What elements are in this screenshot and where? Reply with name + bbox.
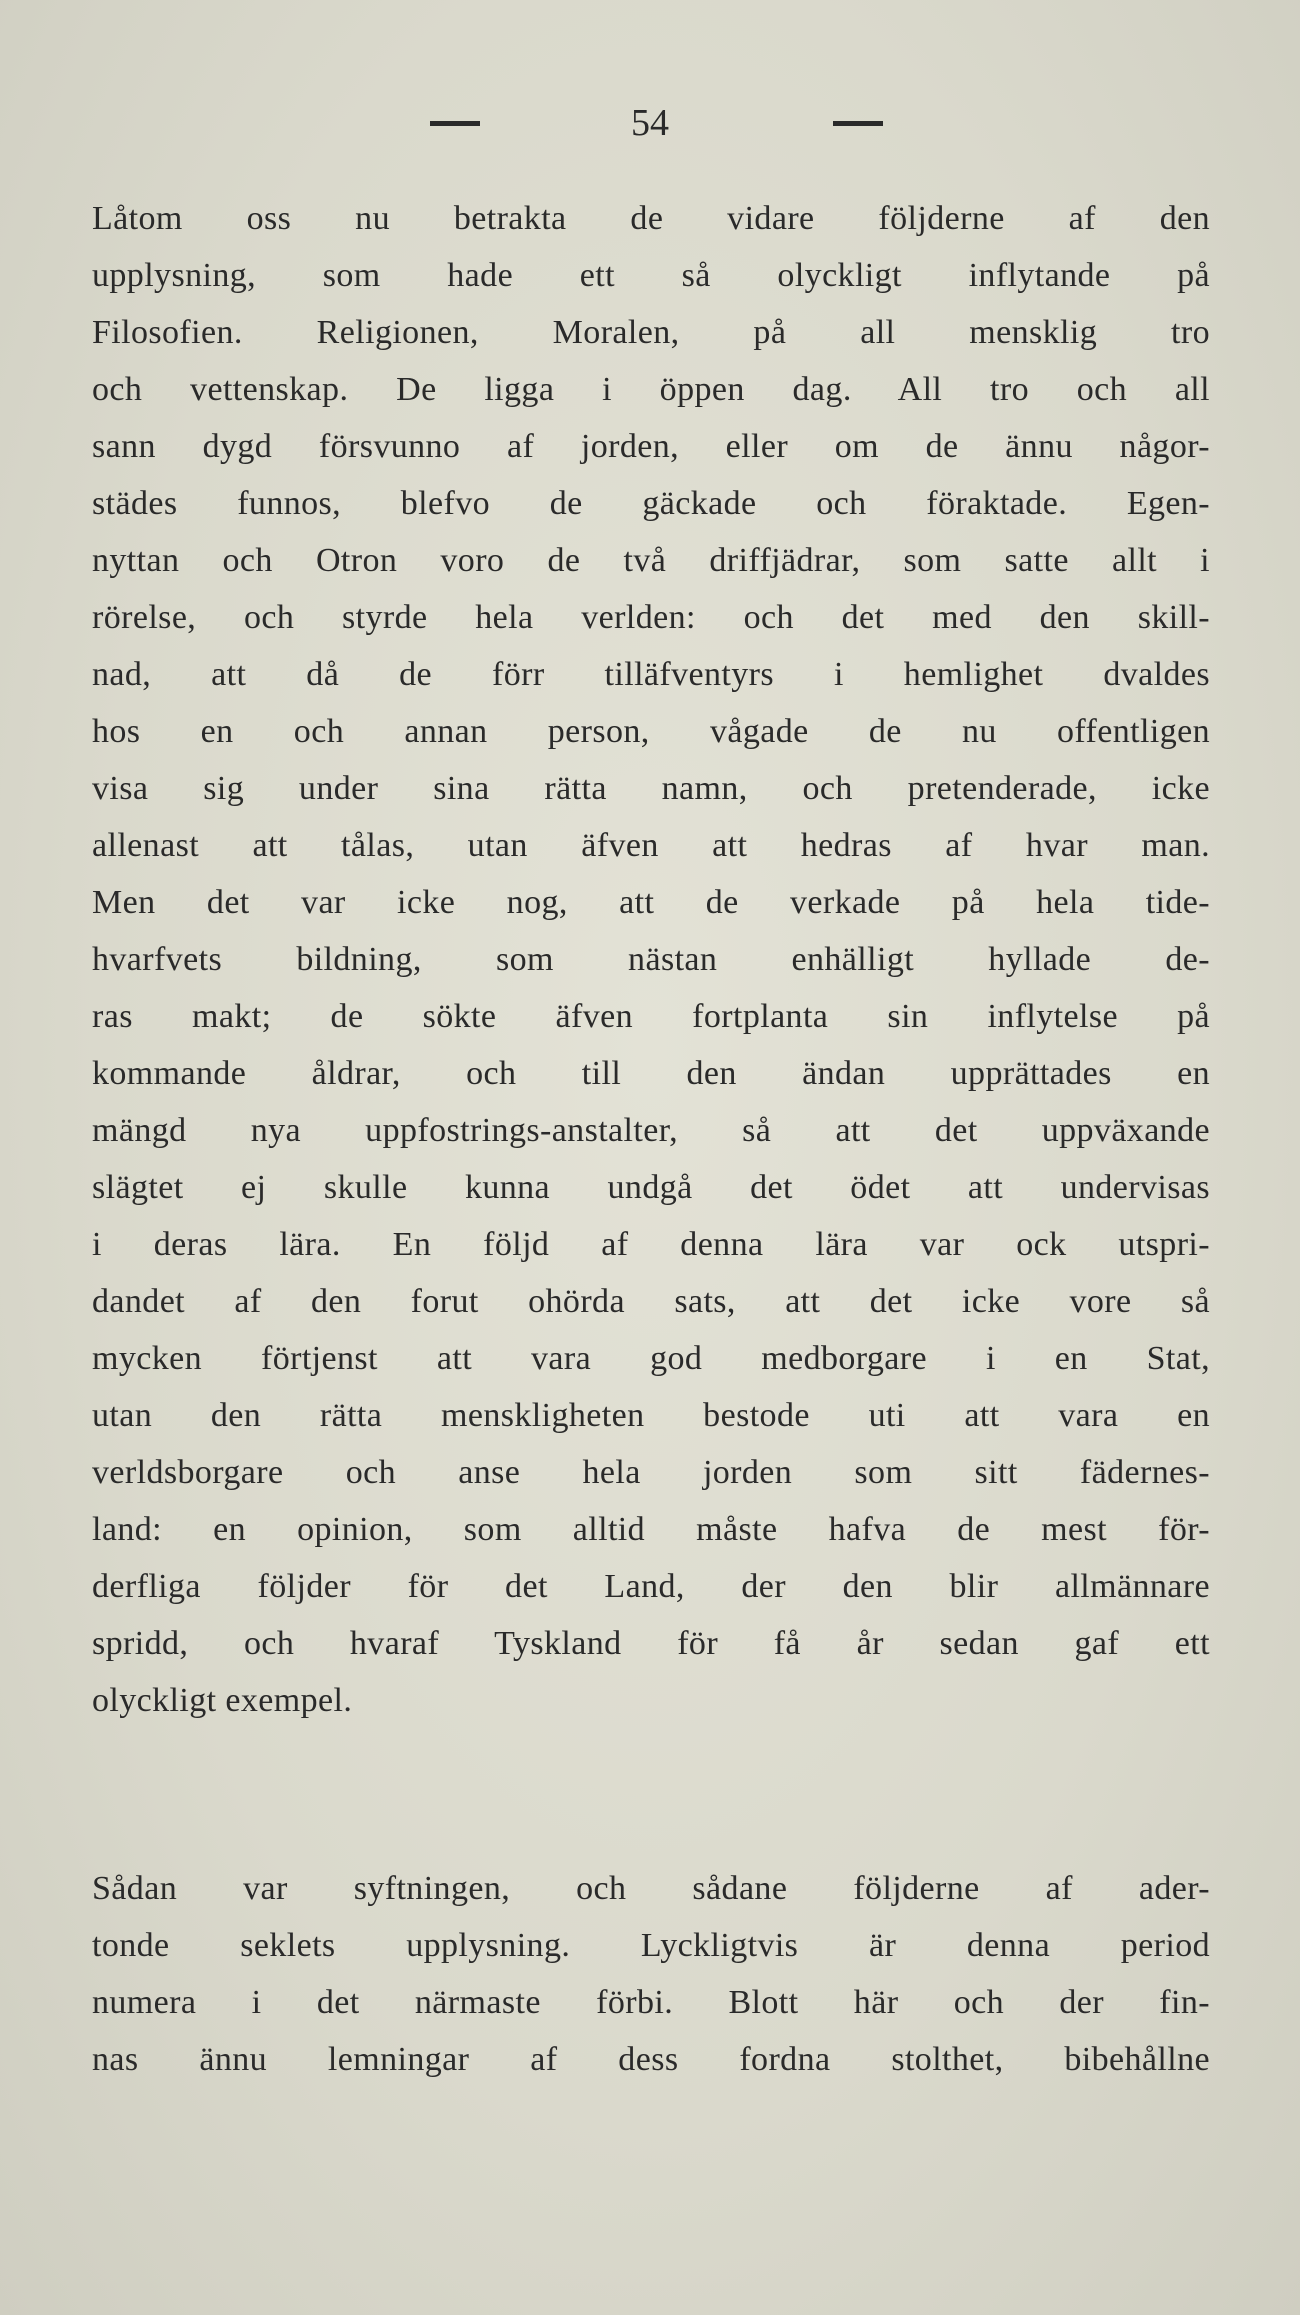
text-line: nyttan och Otron voro de två driffjädrar, som satte allt i bbox=[92, 542, 1210, 579]
text-line: olyckligt exempel. bbox=[92, 1682, 353, 1719]
text-line: spridd, och hvaraf Tyskland för få år sedan gaf ett bbox=[92, 1625, 1210, 1662]
text-line: kommande åldrar, och till den ändan upprättades en bbox=[92, 1055, 1210, 1092]
text-line: land: en opinion, som alltid måste hafva de mest för- bbox=[92, 1511, 1210, 1548]
header-dash-left bbox=[430, 121, 480, 126]
header-dash-right bbox=[833, 121, 883, 126]
page-number: 54 bbox=[631, 102, 669, 144]
text-line: och vettenskap. De ligga i öppen dag. All tro och all bbox=[92, 371, 1210, 408]
text-line: Men det var icke nog, att de verkade på hela tide- bbox=[92, 884, 1210, 921]
text-line: nad, att då de förr tilläfventyrs i hemlighet dvaldes bbox=[92, 656, 1210, 693]
paragraph-1 bbox=[92, 190, 1210, 1729]
text-line: verldsborgare och anse hela jorden som sitt fädernes- bbox=[92, 1454, 1210, 1491]
text-line: slägtet ej skulle kunna undgå det ödet att undervisas bbox=[92, 1169, 1210, 1206]
text-line: i deras lära. En följd af denna lära var ock utspri- bbox=[92, 1226, 1210, 1263]
text-line: visa sig under sina rätta namn, och pretenderade, icke bbox=[92, 770, 1210, 807]
text-line: allenast att tålas, utan äfven att hedras af hvar man. bbox=[92, 827, 1210, 864]
page-header bbox=[0, 95, 1300, 155]
text-line: derfliga följder för det Land, der den blir allmännare bbox=[92, 1568, 1210, 1605]
text-line: nas ännu lemningar af dess fordna stolthet, bibehållne bbox=[92, 2041, 1210, 2078]
text-line: Filosofien. Religionen, Moralen, på all mensklig tro bbox=[92, 314, 1210, 351]
paragraph-2 bbox=[92, 1860, 1210, 2088]
text-line: ras makt; de sökte äfven fortplanta sin inflytelse på bbox=[92, 998, 1210, 1035]
text-line: rörelse, och styrde hela verlden: och det med den skill- bbox=[92, 599, 1210, 636]
text-line: mycken förtjenst att vara god medborgare i en Stat, bbox=[92, 1340, 1210, 1377]
text-line: hos en och annan person, vågade de nu offentligen bbox=[92, 713, 1210, 750]
text-line: dandet af den forut ohörda sats, att det icke vore så bbox=[92, 1283, 1210, 1320]
text-line: tonde seklets upplysning. Lyckligtvis är denna period bbox=[92, 1927, 1210, 1964]
text-line: sann dygd försvunno af jorden, eller om de ännu någor- bbox=[92, 428, 1210, 465]
text-line: upplysning, som hade ett så olyckligt inflytande på bbox=[92, 257, 1210, 294]
text-line: städes funnos, blefvo de gäckade och föraktade. Egen- bbox=[92, 485, 1210, 522]
text-line: Sådan var syftningen, och sådane följderne af ader- bbox=[92, 1870, 1210, 1907]
text-line: utan den rätta menskligheten bestode uti att vara en bbox=[92, 1397, 1210, 1434]
text-line: numera i det närmaste förbi. Blott här och der fin- bbox=[92, 1984, 1210, 2021]
text-line: Låtom oss nu betrakta de vidare följderne af den bbox=[92, 200, 1210, 237]
text-line: hvarfvets bildning, som nästan enhälligt hyllade de- bbox=[92, 941, 1210, 978]
text-line: mängd nya uppfostrings-anstalter, så att det uppväxande bbox=[92, 1112, 1210, 1149]
